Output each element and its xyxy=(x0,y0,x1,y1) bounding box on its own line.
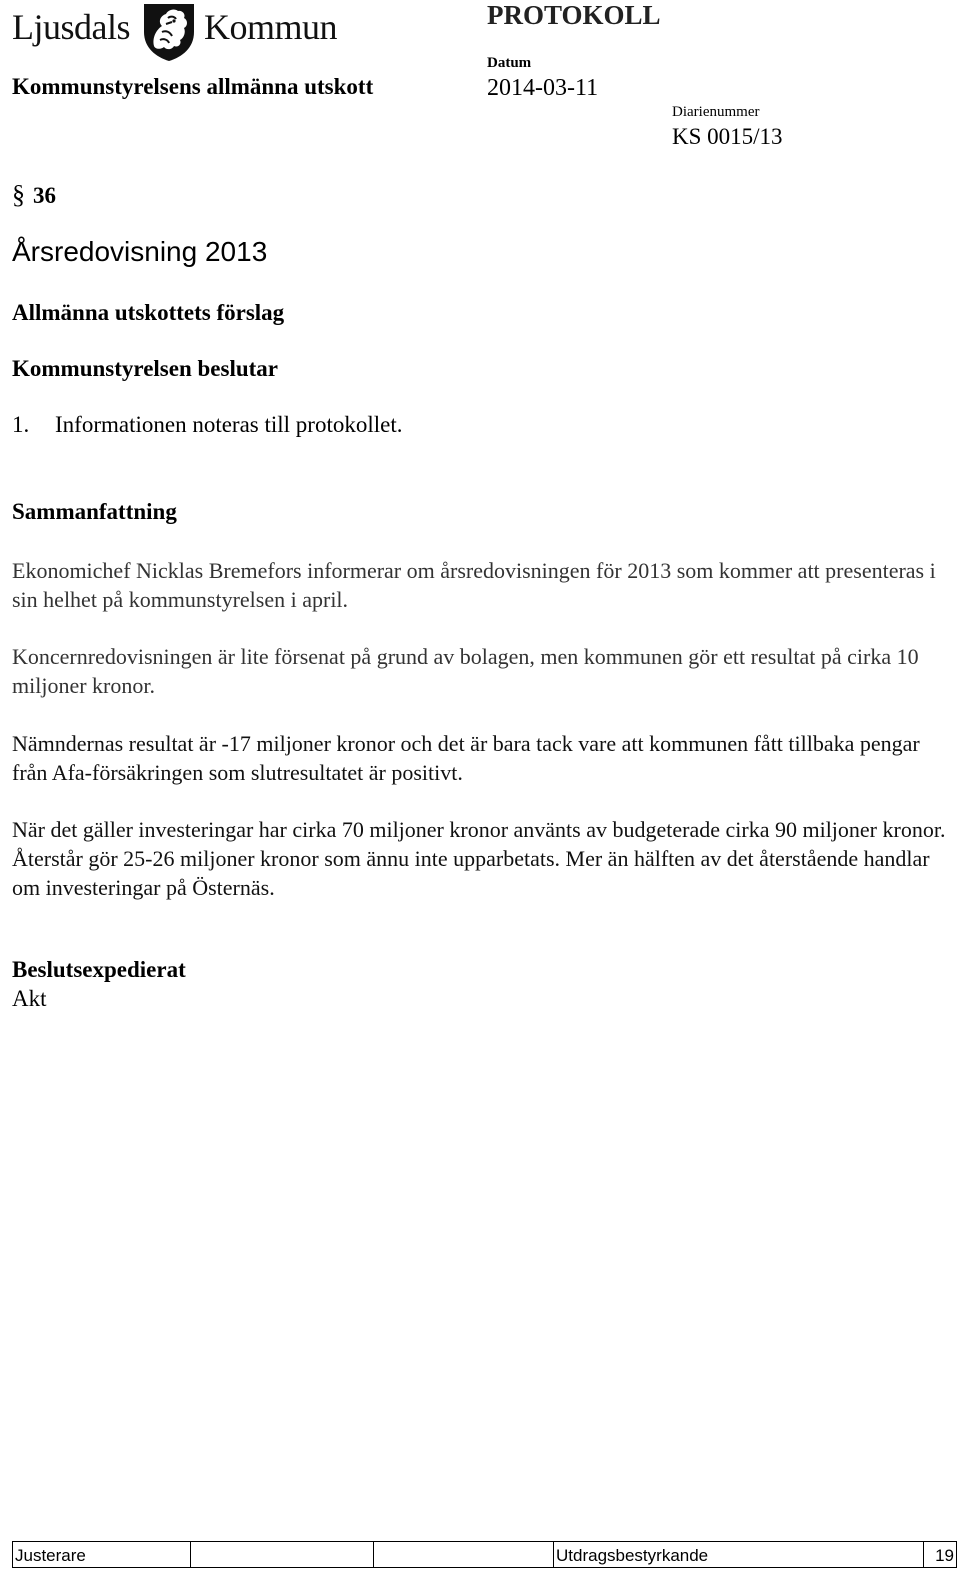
date-value: 2014-03-11 xyxy=(487,75,599,101)
logo-text-right: Kommun xyxy=(204,7,338,47)
decision-item-number: 1. xyxy=(12,412,30,437)
registry-number: KS 0015/13 xyxy=(672,124,783,149)
decision-item-text: Informationen noteras till protokollet. xyxy=(55,412,403,437)
footer-table xyxy=(12,1541,957,1568)
decides-heading: Kommunstyrelsen beslutar xyxy=(12,356,278,381)
summary-paragraph-1: Ekonomichef Nicklas Bremefors informerar om årsredovisningen för 2013 som kommer att presenteras i sin helhet på kommunstyrelsen i april. xyxy=(12,558,936,612)
summary-paragraph-4: När det gäller investeringar har cirka 70 miljoner kronor använts av budgeterade cirka 90 miljoner kronor. Återstår gör 25-26 miljoner kronor som ännu inte upparbetats. Mer än hälften av det återstående handlar om investeringar på Östernäs. xyxy=(12,817,946,900)
summary-heading: Sammanfattning xyxy=(12,499,177,524)
document-type: PROTOKOLL xyxy=(487,0,661,30)
date-label: Datum xyxy=(487,55,532,71)
section-number-value: 36 xyxy=(33,183,56,208)
registry-label: Diarienummer xyxy=(672,104,760,120)
section-symbol: § xyxy=(12,180,25,209)
footer-initials-box xyxy=(374,1542,554,1567)
logo-text-left: Ljusdals xyxy=(12,7,130,47)
municipality-logo xyxy=(12,2,338,54)
crest-icon xyxy=(138,2,200,62)
page-number: 19 xyxy=(935,1546,954,1565)
section-number xyxy=(12,180,56,210)
page-title: Årsredovisning 2013 xyxy=(12,236,268,267)
proposal-heading: Allmänna utskottets förslag xyxy=(12,300,285,325)
committee-name: Kommunstyrelsens allmänna utskott xyxy=(12,74,374,99)
dispatched-heading: Beslutsexpedierat xyxy=(12,957,186,982)
dispatched-value: Akt xyxy=(12,986,47,1011)
decision-item xyxy=(12,412,402,438)
footer-initials-box xyxy=(191,1542,374,1567)
footer-initials-label: Justerare xyxy=(13,1542,191,1567)
summary-paragraph-2: Koncernredovisningen är lite försenat på grund av bolagen, men kommunen gör ett resultat på cirka 10 miljoner kronor. xyxy=(12,644,919,698)
footer-certified-label: Utdragsbestyrkande xyxy=(554,1542,924,1567)
summary-paragraph-3: Nämndernas resultat är -17 miljoner kronor och det är bara tack vare att kommunen fått tillbaka pengar från Afa-försäkringen som slutresultatet är positivt. xyxy=(12,731,920,785)
